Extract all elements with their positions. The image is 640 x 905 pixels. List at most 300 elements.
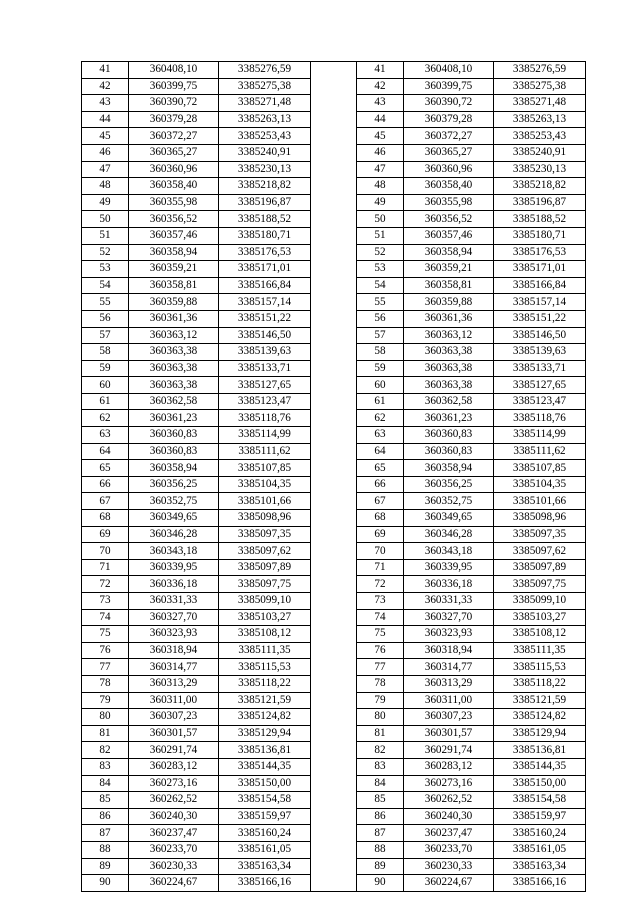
right-x-coordinate-cell: 360358,94 (404, 460, 494, 477)
left-y-coordinate-cell: 3385118,22 (219, 675, 311, 692)
left-y-coordinate-cell: 3385103,27 (219, 609, 311, 626)
right-point-number-cell: 80 (357, 709, 404, 726)
column-separator (311, 194, 357, 211)
right-point-number-cell: 67 (357, 493, 404, 510)
left-x-coordinate-cell: 360301,57 (129, 725, 219, 742)
right-y-coordinate-cell: 3385163,34 (494, 858, 586, 875)
column-separator (311, 310, 357, 327)
right-y-coordinate-cell: 3385166,84 (494, 277, 586, 294)
column-separator (311, 559, 357, 576)
left-point-number-cell: 64 (82, 443, 129, 460)
left-x-coordinate-cell: 360363,12 (129, 327, 219, 344)
left-x-coordinate-cell: 360356,25 (129, 476, 219, 493)
column-separator (311, 725, 357, 742)
column-separator (311, 244, 357, 261)
right-x-coordinate-cell: 360361,36 (404, 310, 494, 327)
left-y-coordinate-cell: 3385123,47 (219, 393, 311, 410)
column-separator (311, 78, 357, 95)
column-separator (311, 493, 357, 510)
right-x-coordinate-cell: 360363,12 (404, 327, 494, 344)
right-point-number-cell: 54 (357, 277, 404, 294)
left-y-coordinate-cell: 3385180,71 (219, 227, 311, 244)
left-x-coordinate-cell: 360365,27 (129, 144, 219, 161)
right-y-coordinate-cell: 3385263,13 (494, 111, 586, 128)
column-separator (311, 427, 357, 444)
right-x-coordinate-cell: 360363,38 (404, 344, 494, 361)
left-x-coordinate-cell: 360314,77 (129, 659, 219, 676)
right-y-coordinate-cell: 3385124,82 (494, 709, 586, 726)
right-x-coordinate-cell: 360360,83 (404, 443, 494, 460)
left-point-number-cell: 88 (82, 841, 129, 858)
right-y-coordinate-cell: 3385161,05 (494, 841, 586, 858)
table-row (82, 858, 586, 875)
left-point-number-cell: 86 (82, 808, 129, 825)
left-y-coordinate-cell: 3385129,94 (219, 725, 311, 742)
left-x-coordinate-cell: 360359,21 (129, 261, 219, 278)
right-x-coordinate-cell: 360363,38 (404, 377, 494, 394)
table-row (82, 261, 586, 278)
left-y-coordinate-cell: 3385218,82 (219, 178, 311, 195)
left-y-coordinate-cell: 3385099,10 (219, 593, 311, 610)
column-separator (311, 825, 357, 842)
table-row (82, 725, 586, 742)
left-y-coordinate-cell: 3385136,81 (219, 742, 311, 759)
right-point-number-cell: 70 (357, 543, 404, 560)
column-separator (311, 410, 357, 427)
table-row (82, 841, 586, 858)
right-point-number-cell: 72 (357, 576, 404, 593)
left-x-coordinate-cell: 360358,81 (129, 277, 219, 294)
left-x-coordinate-cell: 360318,94 (129, 642, 219, 659)
left-x-coordinate-cell: 360230,33 (129, 858, 219, 875)
right-y-coordinate-cell: 3385098,96 (494, 510, 586, 527)
left-point-number-cell: 66 (82, 476, 129, 493)
table-row (82, 476, 586, 493)
column-separator (311, 393, 357, 410)
table-row (82, 808, 586, 825)
left-y-coordinate-cell: 3385176,53 (219, 244, 311, 261)
table-row (82, 327, 586, 344)
left-x-coordinate-cell: 360358,94 (129, 244, 219, 261)
left-point-number-cell: 80 (82, 709, 129, 726)
right-point-number-cell: 56 (357, 310, 404, 327)
left-point-number-cell: 74 (82, 609, 129, 626)
left-x-coordinate-cell: 360273,16 (129, 775, 219, 792)
column-separator (311, 178, 357, 195)
column-separator (311, 294, 357, 311)
right-y-coordinate-cell: 3385097,75 (494, 576, 586, 593)
table-row (82, 161, 586, 178)
right-x-coordinate-cell: 360360,96 (404, 161, 494, 178)
left-x-coordinate-cell: 360379,28 (129, 111, 219, 128)
right-y-coordinate-cell: 3385180,71 (494, 227, 586, 244)
table-row (82, 393, 586, 410)
table-row (82, 543, 586, 560)
right-point-number-cell: 49 (357, 194, 404, 211)
left-x-coordinate-cell: 360363,38 (129, 344, 219, 361)
left-point-number-cell: 52 (82, 244, 129, 261)
right-point-number-cell: 44 (357, 111, 404, 128)
right-point-number-cell: 52 (357, 244, 404, 261)
left-y-coordinate-cell: 3385133,71 (219, 360, 311, 377)
column-separator (311, 758, 357, 775)
column-separator (311, 261, 357, 278)
table-row (82, 626, 586, 643)
right-point-number-cell: 41 (357, 62, 404, 79)
left-point-number-cell: 84 (82, 775, 129, 792)
left-y-coordinate-cell: 3385101,66 (219, 493, 311, 510)
right-y-coordinate-cell: 3385107,85 (494, 460, 586, 477)
left-y-coordinate-cell: 3385108,12 (219, 626, 311, 643)
left-point-number-cell: 55 (82, 294, 129, 311)
right-x-coordinate-cell: 360399,75 (404, 78, 494, 95)
table-row (82, 825, 586, 842)
right-point-number-cell: 74 (357, 609, 404, 626)
column-separator (311, 642, 357, 659)
table-row (82, 211, 586, 228)
table-row (82, 576, 586, 593)
right-y-coordinate-cell: 3385144,35 (494, 758, 586, 775)
table-row (82, 244, 586, 261)
left-point-number-cell: 44 (82, 111, 129, 128)
right-x-coordinate-cell: 360327,70 (404, 609, 494, 626)
right-x-coordinate-cell: 360307,23 (404, 709, 494, 726)
left-y-coordinate-cell: 3385154,58 (219, 792, 311, 809)
left-y-coordinate-cell: 3385150,00 (219, 775, 311, 792)
right-x-coordinate-cell: 360356,25 (404, 476, 494, 493)
left-x-coordinate-cell: 360363,38 (129, 377, 219, 394)
left-x-coordinate-cell: 360233,70 (129, 841, 219, 858)
left-x-coordinate-cell: 360323,93 (129, 626, 219, 643)
table-row (82, 294, 586, 311)
right-x-coordinate-cell: 360361,23 (404, 410, 494, 427)
right-x-coordinate-cell: 360301,57 (404, 725, 494, 742)
right-x-coordinate-cell: 360318,94 (404, 642, 494, 659)
right-y-coordinate-cell: 3385154,58 (494, 792, 586, 809)
left-point-number-cell: 57 (82, 327, 129, 344)
column-separator (311, 443, 357, 460)
right-point-number-cell: 81 (357, 725, 404, 742)
left-y-coordinate-cell: 3385139,63 (219, 344, 311, 361)
right-point-number-cell: 47 (357, 161, 404, 178)
table-row (82, 692, 586, 709)
right-point-number-cell: 51 (357, 227, 404, 244)
right-x-coordinate-cell: 360360,83 (404, 427, 494, 444)
left-y-coordinate-cell: 3385124,82 (219, 709, 311, 726)
right-x-coordinate-cell: 360372,27 (404, 128, 494, 145)
column-separator (311, 344, 357, 361)
right-x-coordinate-cell: 360357,46 (404, 227, 494, 244)
column-separator (311, 144, 357, 161)
right-point-number-cell: 64 (357, 443, 404, 460)
left-y-coordinate-cell: 3385111,62 (219, 443, 311, 460)
right-x-coordinate-cell: 360262,52 (404, 792, 494, 809)
column-separator (311, 510, 357, 527)
column-separator (311, 377, 357, 394)
left-point-number-cell: 43 (82, 95, 129, 112)
right-x-coordinate-cell: 360311,00 (404, 692, 494, 709)
right-x-coordinate-cell: 360224,67 (404, 875, 494, 892)
left-point-number-cell: 89 (82, 858, 129, 875)
left-point-number-cell: 83 (82, 758, 129, 775)
table-row (82, 277, 586, 294)
right-x-coordinate-cell: 360358,94 (404, 244, 494, 261)
table-row (82, 227, 586, 244)
right-point-number-cell: 85 (357, 792, 404, 809)
right-point-number-cell: 89 (357, 858, 404, 875)
column-separator (311, 277, 357, 294)
right-x-coordinate-cell: 360358,40 (404, 178, 494, 195)
column-separator (311, 609, 357, 626)
right-x-coordinate-cell: 360346,28 (404, 526, 494, 543)
left-point-number-cell: 79 (82, 692, 129, 709)
right-x-coordinate-cell: 360314,77 (404, 659, 494, 676)
left-y-coordinate-cell: 3385121,59 (219, 692, 311, 709)
column-separator (311, 858, 357, 875)
right-point-number-cell: 71 (357, 559, 404, 576)
left-x-coordinate-cell: 360343,18 (129, 543, 219, 560)
left-x-coordinate-cell: 360262,52 (129, 792, 219, 809)
left-y-coordinate-cell: 3385271,48 (219, 95, 311, 112)
right-y-coordinate-cell: 3385127,65 (494, 377, 586, 394)
right-y-coordinate-cell: 3385151,22 (494, 310, 586, 327)
right-y-coordinate-cell: 3385171,01 (494, 261, 586, 278)
right-point-number-cell: 88 (357, 841, 404, 858)
left-y-coordinate-cell: 3385146,50 (219, 327, 311, 344)
left-x-coordinate-cell: 360307,23 (129, 709, 219, 726)
left-point-number-cell: 63 (82, 427, 129, 444)
left-point-number-cell: 71 (82, 559, 129, 576)
left-y-coordinate-cell: 3385097,75 (219, 576, 311, 593)
column-separator (311, 543, 357, 560)
column-separator (311, 626, 357, 643)
coordinates-table (81, 61, 586, 892)
column-separator (311, 360, 357, 377)
left-x-coordinate-cell: 360360,83 (129, 427, 219, 444)
left-x-coordinate-cell: 360360,96 (129, 161, 219, 178)
right-x-coordinate-cell: 360230,33 (404, 858, 494, 875)
column-separator (311, 161, 357, 178)
table-row (82, 792, 586, 809)
right-x-coordinate-cell: 360233,70 (404, 841, 494, 858)
left-y-coordinate-cell: 3385253,43 (219, 128, 311, 145)
right-point-number-cell: 68 (357, 510, 404, 527)
right-point-number-cell: 79 (357, 692, 404, 709)
left-y-coordinate-cell: 3385163,34 (219, 858, 311, 875)
table-row (82, 659, 586, 676)
right-x-coordinate-cell: 360379,28 (404, 111, 494, 128)
right-point-number-cell: 82 (357, 742, 404, 759)
table-row (82, 310, 586, 327)
left-point-number-cell: 61 (82, 393, 129, 410)
right-point-number-cell: 86 (357, 808, 404, 825)
right-point-number-cell: 48 (357, 178, 404, 195)
left-point-number-cell: 50 (82, 211, 129, 228)
right-y-coordinate-cell: 3385230,13 (494, 161, 586, 178)
right-y-coordinate-cell: 3385218,82 (494, 178, 586, 195)
table-row (82, 410, 586, 427)
left-x-coordinate-cell: 360399,75 (129, 78, 219, 95)
table-row (82, 609, 586, 626)
column-separator (311, 593, 357, 610)
left-x-coordinate-cell: 360360,83 (129, 443, 219, 460)
column-separator (311, 775, 357, 792)
right-y-coordinate-cell: 3385196,87 (494, 194, 586, 211)
column-separator (311, 692, 357, 709)
coordinates-table-body (82, 62, 586, 892)
right-point-number-cell: 66 (357, 476, 404, 493)
left-point-number-cell: 41 (82, 62, 129, 79)
left-x-coordinate-cell: 360363,38 (129, 360, 219, 377)
left-x-coordinate-cell: 360361,23 (129, 410, 219, 427)
left-y-coordinate-cell: 3385107,85 (219, 460, 311, 477)
column-separator (311, 526, 357, 543)
column-separator (311, 659, 357, 676)
left-y-coordinate-cell: 3385188,52 (219, 211, 311, 228)
left-point-number-cell: 81 (82, 725, 129, 742)
right-point-number-cell: 61 (357, 393, 404, 410)
right-point-number-cell: 45 (357, 128, 404, 145)
left-point-number-cell: 87 (82, 825, 129, 842)
table-row (82, 593, 586, 610)
column-separator (311, 875, 357, 892)
right-point-number-cell: 65 (357, 460, 404, 477)
right-x-coordinate-cell: 360240,30 (404, 808, 494, 825)
right-point-number-cell: 63 (357, 427, 404, 444)
right-y-coordinate-cell: 3385111,35 (494, 642, 586, 659)
right-y-coordinate-cell: 3385133,71 (494, 360, 586, 377)
right-y-coordinate-cell: 3385150,00 (494, 775, 586, 792)
left-point-number-cell: 46 (82, 144, 129, 161)
left-y-coordinate-cell: 3385104,35 (219, 476, 311, 493)
left-point-number-cell: 48 (82, 178, 129, 195)
table-row (82, 95, 586, 112)
table-row (82, 775, 586, 792)
right-point-number-cell: 62 (357, 410, 404, 427)
left-y-coordinate-cell: 3385097,62 (219, 543, 311, 560)
left-x-coordinate-cell: 360339,95 (129, 559, 219, 576)
right-point-number-cell: 53 (357, 261, 404, 278)
right-x-coordinate-cell: 360331,33 (404, 593, 494, 610)
left-x-coordinate-cell: 360346,28 (129, 526, 219, 543)
left-point-number-cell: 73 (82, 593, 129, 610)
right-y-coordinate-cell: 3385160,24 (494, 825, 586, 842)
left-y-coordinate-cell: 3385151,22 (219, 310, 311, 327)
right-y-coordinate-cell: 3385101,66 (494, 493, 586, 510)
right-y-coordinate-cell: 3385129,94 (494, 725, 586, 742)
column-separator (311, 128, 357, 145)
right-y-coordinate-cell: 3385188,52 (494, 211, 586, 228)
column-separator (311, 841, 357, 858)
right-point-number-cell: 77 (357, 659, 404, 676)
left-point-number-cell: 72 (82, 576, 129, 593)
column-separator (311, 62, 357, 79)
left-point-number-cell: 65 (82, 460, 129, 477)
table-row (82, 360, 586, 377)
right-x-coordinate-cell: 360237,47 (404, 825, 494, 842)
right-x-coordinate-cell: 360365,27 (404, 144, 494, 161)
left-y-coordinate-cell: 3385115,53 (219, 659, 311, 676)
column-separator (311, 576, 357, 593)
right-point-number-cell: 76 (357, 642, 404, 659)
left-x-coordinate-cell: 360372,27 (129, 128, 219, 145)
column-separator (311, 327, 357, 344)
column-separator (311, 460, 357, 477)
left-y-coordinate-cell: 3385275,38 (219, 78, 311, 95)
table-row (82, 758, 586, 775)
left-y-coordinate-cell: 3385196,87 (219, 194, 311, 211)
column-separator (311, 95, 357, 112)
table-row (82, 62, 586, 79)
left-point-number-cell: 68 (82, 510, 129, 527)
left-x-coordinate-cell: 360361,36 (129, 310, 219, 327)
left-x-coordinate-cell: 360408,10 (129, 62, 219, 79)
column-separator (311, 742, 357, 759)
left-point-number-cell: 60 (82, 377, 129, 394)
column-separator (311, 808, 357, 825)
column-separator (311, 476, 357, 493)
left-y-coordinate-cell: 3385166,84 (219, 277, 311, 294)
left-x-coordinate-cell: 360352,75 (129, 493, 219, 510)
right-point-number-cell: 46 (357, 144, 404, 161)
left-x-coordinate-cell: 360283,12 (129, 758, 219, 775)
right-point-number-cell: 43 (357, 95, 404, 112)
left-y-coordinate-cell: 3385157,14 (219, 294, 311, 311)
left-x-coordinate-cell: 360327,70 (129, 609, 219, 626)
right-point-number-cell: 58 (357, 344, 404, 361)
right-y-coordinate-cell: 3385166,16 (494, 875, 586, 892)
right-y-coordinate-cell: 3385275,38 (494, 78, 586, 95)
left-point-number-cell: 90 (82, 875, 129, 892)
right-y-coordinate-cell: 3385097,89 (494, 559, 586, 576)
table-row (82, 194, 586, 211)
right-y-coordinate-cell: 3385276,59 (494, 62, 586, 79)
right-x-coordinate-cell: 360356,52 (404, 211, 494, 228)
table-row (82, 111, 586, 128)
right-point-number-cell: 75 (357, 626, 404, 643)
right-y-coordinate-cell: 3385139,63 (494, 344, 586, 361)
right-x-coordinate-cell: 360336,18 (404, 576, 494, 593)
left-point-number-cell: 62 (82, 410, 129, 427)
left-point-number-cell: 45 (82, 128, 129, 145)
left-point-number-cell: 47 (82, 161, 129, 178)
right-point-number-cell: 87 (357, 825, 404, 842)
left-point-number-cell: 77 (82, 659, 129, 676)
left-y-coordinate-cell: 3385161,05 (219, 841, 311, 858)
right-y-coordinate-cell: 3385271,48 (494, 95, 586, 112)
left-x-coordinate-cell: 360362,58 (129, 393, 219, 410)
left-x-coordinate-cell: 360336,18 (129, 576, 219, 593)
left-point-number-cell: 85 (82, 792, 129, 809)
right-y-coordinate-cell: 3385108,12 (494, 626, 586, 643)
right-x-coordinate-cell: 360291,74 (404, 742, 494, 759)
table-row (82, 559, 586, 576)
table-row (82, 510, 586, 527)
left-y-coordinate-cell: 3385240,91 (219, 144, 311, 161)
left-point-number-cell: 76 (82, 642, 129, 659)
left-x-coordinate-cell: 360313,29 (129, 675, 219, 692)
right-x-coordinate-cell: 360359,21 (404, 261, 494, 278)
left-y-coordinate-cell: 3385263,13 (219, 111, 311, 128)
left-y-coordinate-cell: 3385097,35 (219, 526, 311, 543)
left-point-number-cell: 70 (82, 543, 129, 560)
left-point-number-cell: 75 (82, 626, 129, 643)
right-point-number-cell: 55 (357, 294, 404, 311)
left-y-coordinate-cell: 3385098,96 (219, 510, 311, 527)
left-y-coordinate-cell: 3385171,01 (219, 261, 311, 278)
left-x-coordinate-cell: 360359,88 (129, 294, 219, 311)
right-y-coordinate-cell: 3385103,27 (494, 609, 586, 626)
